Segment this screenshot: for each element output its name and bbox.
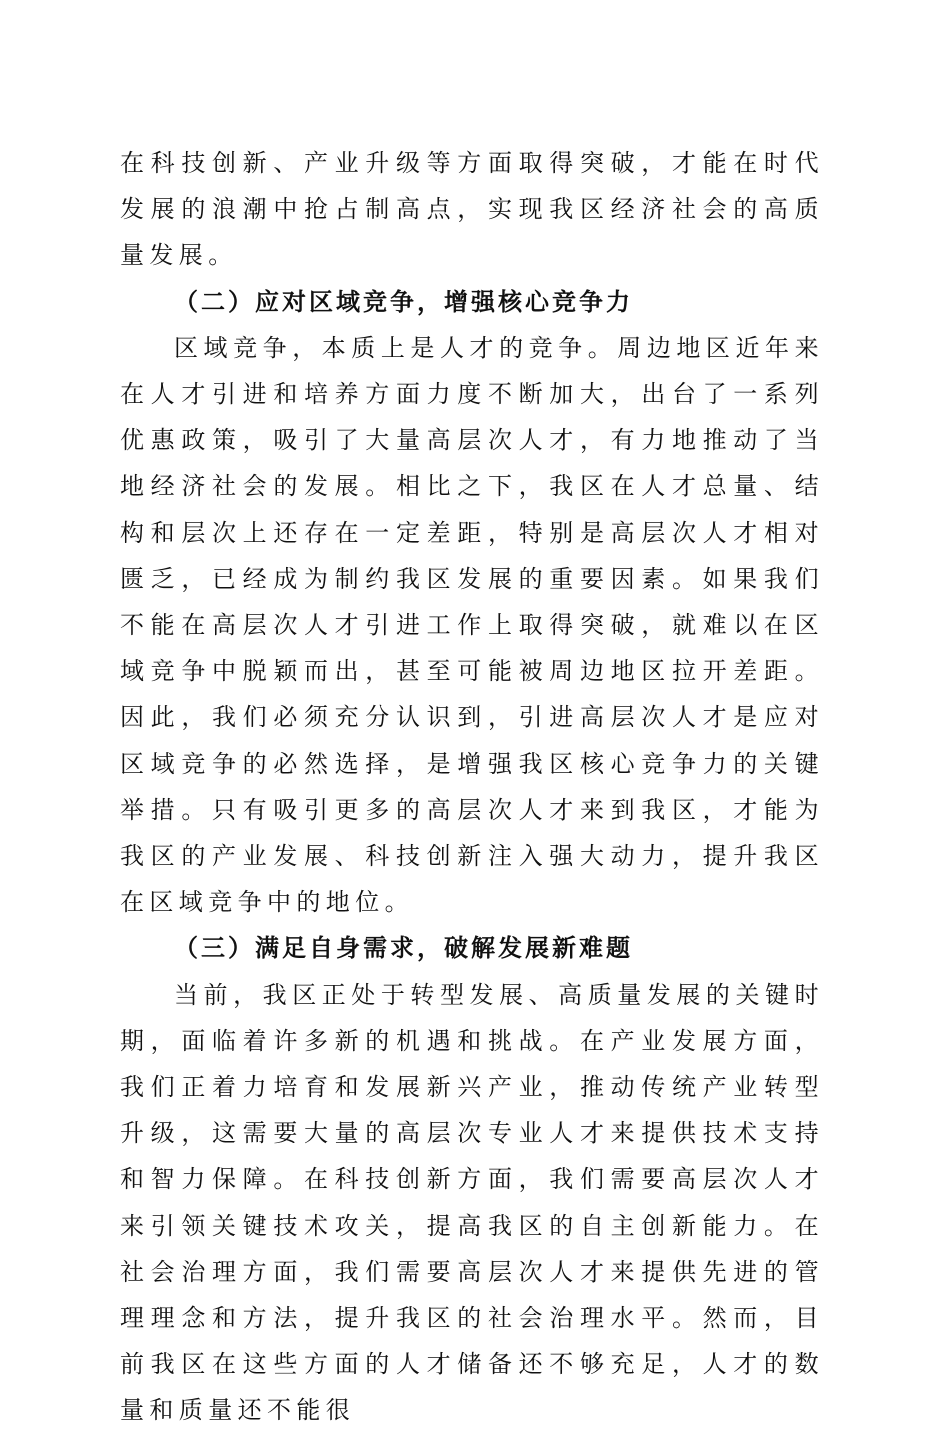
section-2-heading: （二）应对区域竞争，增强核心竞争力 <box>174 286 633 316</box>
document-page <box>120 140 824 1434</box>
continuation-paragraph: 在科技创新、产业升级等方面取得突破，才能在时代发展的浪潮中抢占制高点，实现我区经济社会的高质量发展。 <box>120 149 824 270</box>
section-2-paragraph: 区域竞争，本质上是人才的竞争。周边地区近年来在人才引进和培养方面力度不断加大，出台了一系列优惠政策，吸引了大量高层次人才，有力地推动了当地经济社会的发展。相比之下，我区在人才总量、结构和层次上还存在一定差距，特别是高层次人才相对匮乏，已经成为制约我区发展的重要因素。如果我们不能在高层次人才引进工作上取得突破，就难以在区域竞争中脱颖而出，甚至可能被周边地区拉开差距。因此，我们必须充分认识到，引进高层次人才是应对区域竞争的必然选择，是增强我区核心竞争力的关键举措。只有吸引更多的高层次人才来到我区，才能为我区的产业发展、科技创新注入强大动力，提升我区在区域竞争中的地位。 <box>120 333 824 917</box>
section-3-heading: （三）满足自身需求，破解发展新难题 <box>174 933 633 963</box>
section-3-paragraph: 当前，我区正处于转型发展、高质量发展的关键时期，面临着许多新的机遇和挑战。在产业发展方面，我们正着力培育和发展新兴产业，推动传统产业转型升级，这需要大量的高层次专业人才来提供技术支持和智力保障。在科技创新方面，我们需要高层次人才来引领关键技术攻关，提高我区的自主创新能力。在社会治理方面，我们需要高层次人才来提供先进的管理理念和方法，提升我区的社会治理水平。然而，目前我区在这些方面的人才储备还不够充足，人才的数量和质量还不能很 <box>120 980 824 1425</box>
